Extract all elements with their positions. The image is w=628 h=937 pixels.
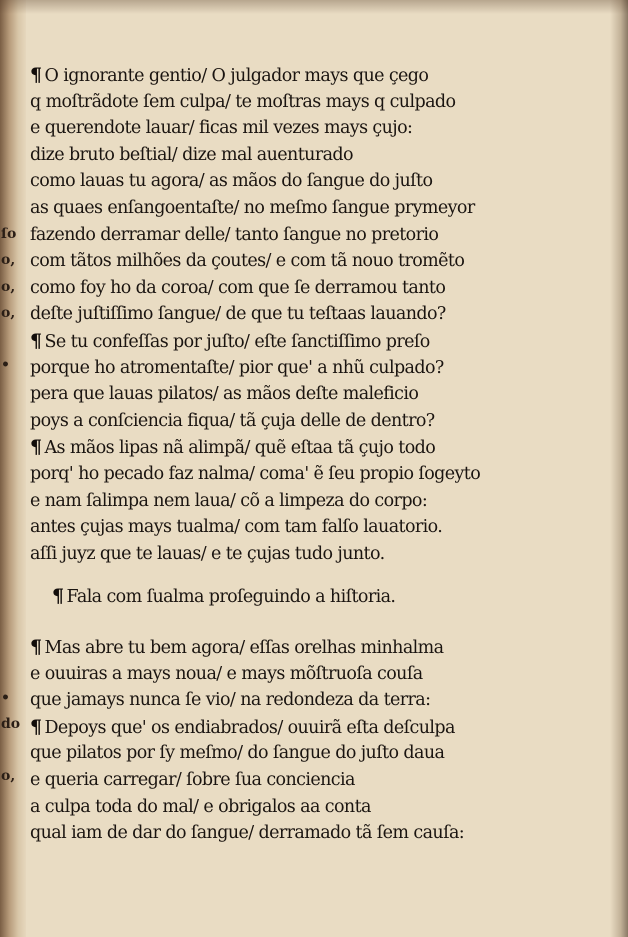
text-line [30, 142, 590, 169]
line-text: fazendo derramar delle/ tanto ſangue no pretorio [30, 224, 439, 245]
line-text: e querendote lauar/ ficas mil vezes mays çujo: [30, 118, 413, 139]
pilcrow-icon: ¶ [30, 329, 42, 352]
line-text: qual iam de dar do ſangue/ derramado tã ſem cauſa: [30, 823, 465, 844]
text-line [30, 488, 590, 515]
line-text: com tãtos milhões da çoutes/ e com tã nouo tromẽto [30, 251, 465, 272]
line-text: deſte juſtiſſimo ſangue/ de que tu teſtaas lauando? [30, 304, 446, 325]
line-text: q moſtrãdote ſem culpa/ te moſtras mays q culpado [30, 91, 456, 112]
pilcrow-icon: ¶ [30, 436, 42, 459]
text-line [30, 275, 590, 302]
line-text: que pilatos por ſy meſmo/ do ſangue do juſto daua [30, 743, 445, 764]
text-line [30, 408, 590, 435]
line-text: e queria carregar/ ſobre ſua conciencia [30, 769, 355, 790]
facing-page-margin [0, 0, 22, 937]
facing-fragment: o, [1, 279, 16, 295]
text-line [30, 248, 590, 275]
text-block-2 [30, 634, 590, 847]
text-line [30, 62, 590, 89]
top-shadow [0, 0, 628, 14]
line-text: pera que lauas pilatos/ as mãos deſte maleficio [30, 384, 419, 405]
text-line [30, 222, 590, 249]
line-text: O ignorante gentio/ O julgador mays que çego [44, 66, 429, 86]
facing-fragment: o, [1, 768, 16, 784]
text-line [30, 168, 590, 195]
facing-fragment: • [1, 357, 10, 373]
text-line [30, 328, 590, 355]
line-text: dize bruto beſtial/ dize mal auenturado [30, 144, 353, 165]
text-line [30, 434, 590, 461]
line-text: porque ho atromentaſte/ pior que' a nhũ culpado? [30, 357, 444, 378]
line-text: que jamays nunca ſe vio/ na redondeza da terra: [30, 690, 431, 711]
heading-text: Fala com ſualma proſeguindo a hiſtoria. [66, 587, 396, 607]
line-text: Depoys que' os endiabrados/ ouuirã eſta deſculpa [44, 717, 455, 738]
section-heading [52, 585, 395, 607]
pilcrow-icon: ¶ [30, 636, 42, 658]
text-line [30, 514, 590, 541]
line-text: Mas abre tu bem agora/ eſſas orelhas minhalma [44, 638, 444, 658]
text-line [30, 541, 590, 568]
text-block-1 [30, 62, 590, 567]
line-text: como lauas tu agora/ as mãos do ſangue do juſto [30, 171, 433, 192]
text-line [30, 461, 590, 488]
text-line [30, 381, 590, 408]
text-line [30, 634, 590, 661]
text-line [30, 687, 590, 714]
text-line [30, 301, 590, 328]
facing-fragment: ſo [1, 226, 17, 242]
line-text: e ouuiras a mays noua/ e mays mõſtruoſa couſa [30, 663, 423, 684]
line-text: Se tu confeſſas por juſto/ eſte ſanctiſſimo preſo [44, 331, 430, 352]
facing-fragment: o, [1, 305, 16, 321]
line-text: poys a conſciencia fiqua/ tã çuja delle de dentro? [30, 410, 435, 431]
line-text: a culpa toda do mal/ e obrigalos aa conta [30, 796, 371, 817]
line-text: como foy ho da coroa/ com que ſe derramou tanto [30, 277, 446, 298]
text-line [30, 661, 590, 688]
facing-fragment: • [1, 690, 10, 706]
line-text: aſſi juyz que te lauas/ e te çujas tudo junto. [30, 543, 385, 564]
pilcrow-icon: ¶ [30, 715, 42, 738]
line-text: antes çujas mays tualma/ com tam falſo lauatorio. [30, 517, 443, 538]
pilcrow-icon: ¶ [52, 585, 64, 607]
facing-fragment: do [1, 716, 21, 732]
text-line [30, 820, 590, 847]
pilcrow-icon: ¶ [30, 64, 42, 86]
text-line [30, 794, 590, 821]
text-line [30, 740, 590, 767]
text-line [30, 714, 590, 741]
line-text: porq' ho pecado faz nalma/ coma' ẽ ſeu propio ſogeyto [30, 463, 481, 484]
text-line [30, 767, 590, 794]
text-line [30, 89, 590, 116]
text-line [30, 195, 590, 222]
facing-fragment: o, [1, 252, 16, 268]
line-text: e nam ſalimpa nem laua/ cõ a limpeza do corpo: [30, 490, 428, 511]
text-line [30, 355, 590, 382]
line-text: As mãos lipas nã alimpã/ quẽ eſtaa tã çujo todo [44, 438, 436, 459]
page-edge-shadow [610, 0, 628, 937]
line-text: as quaes enſangoentaſte/ no meſmo ſangue prymeyor [30, 197, 475, 218]
text-line [30, 115, 590, 142]
